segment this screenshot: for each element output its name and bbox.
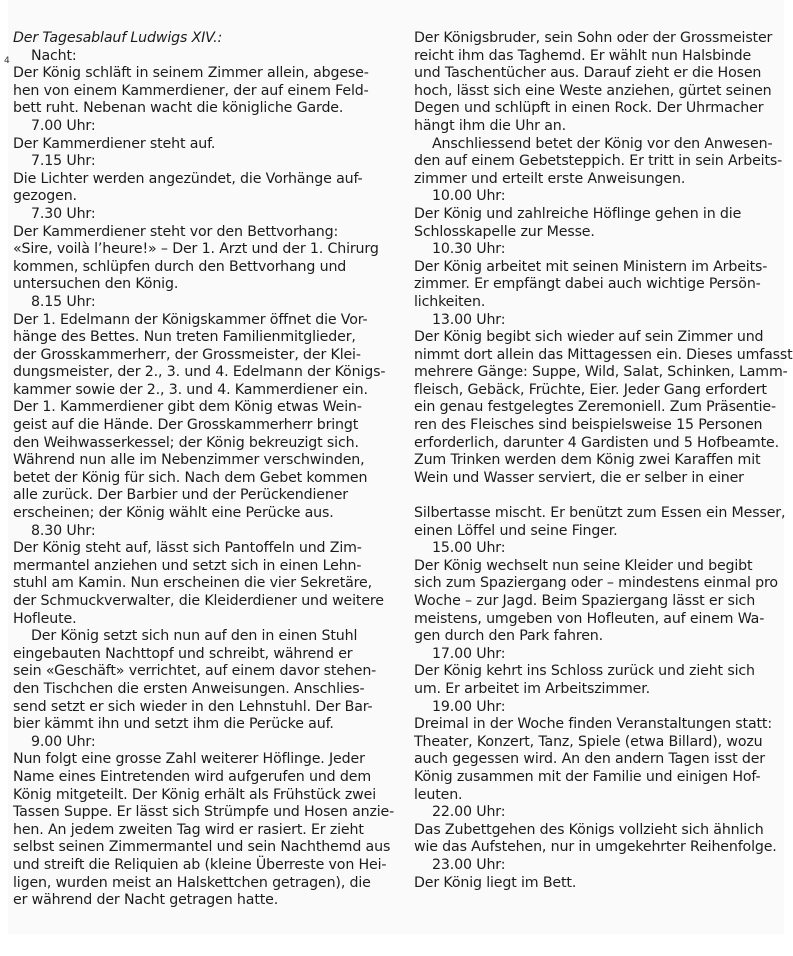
text-line: meistens, umgeben von Hofleuten, auf einem Wa- xyxy=(414,610,765,627)
text-line: hen. An jedem zweiten Tag wird er rasiert. Er zieht xyxy=(13,821,364,838)
column-gap xyxy=(414,487,786,505)
text-line: «Sire, voilà l’heure!» – Der 1. Arzt und der 1. Chirurg xyxy=(13,241,379,258)
right-column xyxy=(414,30,793,892)
time-heading: 7.30 Uhr: xyxy=(31,205,96,222)
paragraph-line: Anschliessend betet der König vor den Anwesen- xyxy=(432,135,773,152)
text-line: Der König und zahlreiche Höflinge gehen in die xyxy=(414,205,742,222)
text-line: ren des Fleisches sind beispielsweise 15 Personen xyxy=(414,417,763,434)
text-line: Der König arbeitet mit seinen Ministern im Arbeits- xyxy=(414,258,768,275)
text-line: bett ruht. Nebenan wacht die königliche Garde. xyxy=(13,100,344,117)
time-heading: 15.00 Uhr: xyxy=(432,540,506,557)
text-line: einen Löffel und seine Finger. xyxy=(414,522,618,539)
text-line: gen durch den Park fahren. xyxy=(414,628,603,645)
text-line: erscheinen; der König wählt eine Perücke aus. xyxy=(13,505,334,522)
text-line: den Tischchen die ersten Anweisungen. Anschlies- xyxy=(13,680,365,697)
time-heading: 8.15 Uhr: xyxy=(31,293,96,310)
time-heading: 7.15 Uhr: xyxy=(31,153,96,170)
text-line: um. Er arbeitet im Arbeitszimmer. xyxy=(414,680,650,697)
text-line: geist auf die Hände. Der Grosskammerherr bringt xyxy=(13,417,359,434)
text-line: reicht ihm das Taghemd. Er wählt nun Halsbinde xyxy=(414,47,752,64)
text-line: dungsmeister, der 2., 3. und 4. Edelmann der Königs- xyxy=(13,364,386,381)
text-line: Hofleute. xyxy=(13,610,77,627)
line-number: 4 xyxy=(4,56,10,66)
text-line: Der 1. Edelmann der Königskammer öffnet die Vor- xyxy=(13,311,368,328)
time-heading: 8.30 Uhr: xyxy=(31,522,96,539)
text-line: Der König schläft in seinem Zimmer allein, abgese- xyxy=(13,65,369,82)
text-line: send setzt er sich wieder in den Lehnstuhl. Der Bar- xyxy=(13,698,373,715)
text-line: betet der König für sich. Nach dem Gebet kommen xyxy=(13,469,368,486)
text-line: Theater, Konzert, Tanz, Spiele (etwa Billard), wozu xyxy=(414,733,763,750)
text-line: König mitgeteilt. Der König erhält als Frühstück zwei xyxy=(13,786,377,803)
text-line: kammer sowie der 2., 3. und 4. Kammerdiener ein. xyxy=(13,381,368,398)
text-line: Der Kammerdiener steht auf. xyxy=(13,135,216,152)
text-line: zimmer und erteilt erste Anweisungen. xyxy=(414,170,686,187)
time-heading: 7.00 Uhr: xyxy=(31,117,96,134)
text-line: bier kämmt ihn und setzt ihm die Perücke auf. xyxy=(13,716,334,733)
text-line: fleisch, Gebäck, Früchte, Eier. Jeder Gang erfordert xyxy=(414,381,767,398)
text-line: ein genau festgelegtes Zeremoniell. Zum Präsentie- xyxy=(414,399,776,416)
text-line: und streift die Reliquien ab (kleine Überreste von Hei- xyxy=(13,856,387,873)
text-line: selbst seinen Zimmermantel und sein Nachthemd aus xyxy=(13,839,391,856)
text-line: auch gegessen wird. An den andern Tagen isst der xyxy=(414,751,765,768)
text-line: wie das Aufstehen, nur in umgekehrter Reihenfolge. xyxy=(414,839,777,856)
time-heading: 10.00 Uhr: xyxy=(432,188,506,205)
text-line: mehrere Gänge: Suppe, Wild, Salat, Schinken, Lamm- xyxy=(414,364,788,381)
text-line: Dreimal in der Woche finden Veranstaltungen statt: xyxy=(414,716,772,733)
text-line: Der König liegt im Bett. xyxy=(414,874,577,891)
text-line: Der König wechselt nun seine Kleider und begibt xyxy=(414,557,753,574)
text-line: Wein und Wasser serviert, die er selber in einer xyxy=(414,469,744,486)
text-line: den Weihwasserkessel; der König bekreuzigt sich. xyxy=(13,434,359,451)
text-line: Das Zubettgehen des Königs vollzieht sich ähnlich xyxy=(414,821,764,838)
text-line: ligen, wurden meist an Halskettchen getragen), die xyxy=(13,874,371,891)
text-line: Der König steht auf, lässt sich Pantoffeln und Zim- xyxy=(13,540,362,557)
left-column xyxy=(4,30,395,910)
text-line: untersuchen den König. xyxy=(13,276,179,293)
time-heading: 19.00 Uhr: xyxy=(432,698,506,715)
text-line: Die Lichter werden angezündet, die Vorhänge auf- xyxy=(13,170,363,187)
text-line: leuten. xyxy=(414,786,463,803)
text-line: Der König kehrt ins Schloss zurück und zieht sich xyxy=(414,663,755,680)
text-line: Nun folgt eine grosse Zahl weiterer Höflinge. Jeder xyxy=(13,751,365,768)
text-line: Schlosskapelle zur Messe. xyxy=(414,223,595,240)
text-line: hoch, lässt sich eine Weste anziehen, gürtet seinen xyxy=(414,82,772,99)
time-heading: 23.00 Uhr: xyxy=(432,856,506,873)
text-line: und Taschentücher aus. Darauf zieht er die Hosen xyxy=(414,65,762,82)
text-line: hen von einem Kammerdiener, der auf einem Feld- xyxy=(13,82,369,99)
text-line: lichkeiten. xyxy=(414,293,486,310)
text-line: den auf einem Gebetsteppich. Er tritt in sein Arbeits- xyxy=(414,153,783,170)
text-line: Während nun alle im Nebenzimmer verschwinden, xyxy=(13,452,365,469)
text-line: stuhl am Kamin. Nun erscheinen die vier Sekretäre, xyxy=(13,575,372,592)
text-line: Der Kammerdiener steht vor den Bettvorhang: xyxy=(13,223,339,240)
paragraph-line: Der König setzt sich nun auf den in einen Stuhl xyxy=(31,628,358,645)
text-line: hängt ihm die Uhr an. xyxy=(414,117,566,134)
time-heading: 17.00 Uhr: xyxy=(432,645,506,662)
text-line: Der König begibt sich wieder auf sein Zimmer und xyxy=(414,329,764,346)
text-line: hänge des Bettes. Nun treten Familienmitglieder, xyxy=(13,329,356,346)
text-line: Zum Trinken werden dem König zwei Karaffen mit xyxy=(414,452,761,469)
text-line: gezogen. xyxy=(13,188,77,205)
time-heading: 9.00 Uhr: xyxy=(31,733,96,750)
text-line: sich zum Spaziergang oder – mindestens einmal pro xyxy=(414,575,778,592)
text-line: sein «Geschäft» verrichtet, auf einem davor stehen- xyxy=(13,663,377,680)
time-heading: 22.00 Uhr: xyxy=(432,804,506,821)
text-line: Tassen Suppe. Er lässt sich Strümpfe und Hosen anzie- xyxy=(13,804,395,821)
text-line: alle zurück. Der Barbier und der Perückendiener xyxy=(13,487,348,504)
text-line: kommen, schlüpfen durch den Bettvorhang und xyxy=(13,258,347,275)
text-line: Name eines Eintretenden wird aufgerufen und dem xyxy=(13,768,372,785)
text-line: der Schmuckverwalter, die Kleiderdiener und weitere xyxy=(13,593,384,609)
text-line: mermantel anziehen und setzt sich in einen Lehn- xyxy=(13,557,362,574)
text-line: Der Königsbruder, sein Sohn oder der Grossmeister xyxy=(414,30,773,46)
document-title: Der Tagesablauf Ludwigs XIV.: xyxy=(13,30,223,46)
text-line: König zusammen mit der Familie und einigen Hof- xyxy=(414,768,761,785)
time-heading: 10.30 Uhr: xyxy=(432,241,506,258)
text-line: Woche – zur Jagd. Beim Spaziergang lässt er sich xyxy=(414,593,756,609)
text-line: zimmer. Er empfängt dabei auch wichtige Persön- xyxy=(414,276,761,293)
text-line: nimmt dort allein das Mittagessen ein. Dieses umfasst xyxy=(414,346,793,363)
time-heading: Nacht: xyxy=(31,47,77,64)
text-line: Degen und schlüpft in einen Rock. Der Uhrmacher xyxy=(414,100,764,117)
text-line: erforderlich, darunter 4 Gardisten und 5 Hofbeamte. xyxy=(414,434,779,451)
text-line: Silbertasse mischt. Er benützt zum Essen ein Messer, xyxy=(414,505,786,522)
text-line: der Grosskammerherr, der Grossmeister, der Klei- xyxy=(13,346,361,363)
text-line: eingebauten Nachttopf und schreibt, während er xyxy=(13,645,353,662)
text-line: Der 1. Kammerdiener gibt dem König etwas Wein- xyxy=(13,399,362,416)
time-heading: 13.00 Uhr: xyxy=(432,311,506,328)
text-line: er während der Nacht getragen hatte. xyxy=(13,892,279,909)
